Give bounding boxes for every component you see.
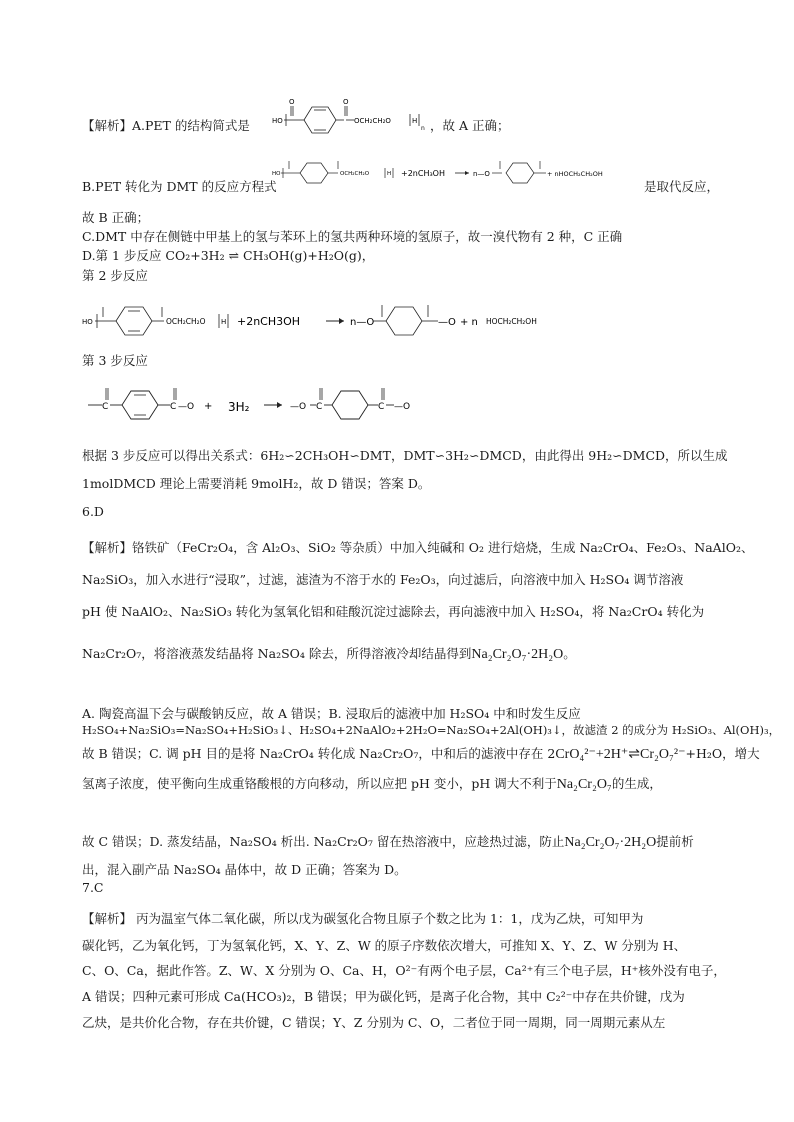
- q5-a-line: [82, 117, 250, 135]
- dash-o: —O: [290, 402, 307, 412]
- q6-p3: pH 使 NaAlO₂、Na₂SiO₃ 转化为氢氧化铝和硅酸沉淀过滤除去，再向滤液中加入 H₂SO₄，将 Na₂CrO₄ 转化为: [82, 604, 705, 619]
- struct-h: H: [387, 171, 392, 177]
- q6-p7a: 故 B 错误；C. 调 pH 目的是将 Na₂CrO₄ 转化成 Na₂Cr₂O₇，中和后的滤液中存在 2: [82, 746, 556, 761]
- step2-equation: [82, 293, 642, 343]
- q6-p7: [82, 745, 760, 764]
- q6-p9b-formula: Na₂Cr₂O₇·2H₂O: [564, 835, 657, 850]
- struct-c: C: [102, 402, 109, 412]
- q6-p9: [82, 833, 694, 852]
- step3-equation: [82, 378, 442, 428]
- q5-b-suffix: 是取代反应，: [644, 179, 720, 194]
- q7-p4: A 错误；四种元素可形成 Ca(HCO₃)₂，B 错误；甲为碳化钙，是离子化合物，其中 C₂²⁻中存在共价键，戊为: [82, 989, 685, 1004]
- struct-c: C: [378, 402, 385, 412]
- struct-h: H: [412, 117, 418, 125]
- struct-o: O: [289, 98, 295, 106]
- struct-ho: HO: [272, 171, 281, 177]
- n-o: n—O: [350, 317, 375, 328]
- q6-p5: A. 陶瓷高温下会与碳酸钠反应，故 A 错误；B. 浸取后的滤液中加 H₂SO₄ 中和时发生反应: [82, 706, 581, 721]
- q7-p5: 乙炔，是共价化合物，存在共价键，C 错误；Y、Z 分别为 C、O，二者位于同一周期，同一周期元素从左: [82, 1015, 666, 1030]
- q6-p8c: 的生成，: [611, 776, 662, 791]
- q5-rel2: 1molDMCD 理论上需要消耗 9molH₂，故 D 错误；答案 D。: [82, 476, 431, 491]
- q6-p7c: +H₂O，增大: [685, 746, 760, 761]
- q7-p1: 【解析】 丙为温室气体二氧化碳，所以戊为碳氢化合物且原子个数之比为 1：1，戊为乙炔，可知甲为: [82, 911, 644, 926]
- q5-step3-label: 第 3 步反应: [82, 353, 148, 368]
- q5-a-suffix: ，故 A 正确；: [430, 118, 510, 133]
- three-h2: 3H₂: [228, 400, 250, 414]
- q7-p2: 碳化钙，乙为氧化钙，丁为氢氧化钙，X、Y、Z、W 的原子序数依次增大，可推知 X、Y、Z、W 分别为 H、: [82, 938, 687, 953]
- q6-p8a: 氢离子浓度，使平衡向生成重铬酸根的方向移动，所以应把 pH 变小，pH 调大不利于: [82, 776, 557, 791]
- q6-p9a: 故 C 错误；D. 蒸发结晶，Na₂SO₄ 析出. Na₂Cr₂O₇ 留在热溶液中，应趁热过滤，防止: [82, 834, 565, 849]
- q5-b-end: 故 B 正确；: [82, 210, 150, 225]
- dash-o: —O: [438, 317, 456, 328]
- dash-o: —O: [394, 402, 411, 412]
- n-o: n—O: [473, 170, 490, 178]
- dash-o: —O: [178, 402, 195, 412]
- q6-p2: Na₂SiO₃，加入水进行“浸取”，过滤，滤渣为不溶于水的 Fe₂O₃，向过滤后，向溶液中加入 H₂SO₄ 调节溶液: [82, 572, 684, 587]
- q6-p4b-formula: Na₂Cr₂O₇·2H₂O: [471, 647, 564, 662]
- q5-d: D.第 1 步反应 CO₂+3H₂ ⇌ CH₃OH(g)+H₂O(g)，: [82, 248, 375, 263]
- q6-p4c: 。: [563, 646, 576, 661]
- q5-b-prefix: B.PET 转化为 DMT 的反应方程式: [82, 179, 277, 194]
- struct-ho: HO: [82, 318, 93, 326]
- hoch2ch2oh: HOCH₂CH₂OH: [486, 317, 537, 326]
- q6-p9c: 提前析: [656, 834, 694, 849]
- struct-c: C: [316, 402, 323, 412]
- struct-och2ch2o: OCH₂CH₂O: [166, 317, 206, 326]
- struct-h: H: [221, 318, 227, 326]
- struct-o: O: [343, 98, 349, 106]
- struct-ho: HO: [272, 117, 283, 125]
- q6-p8b-formula: Na₂Cr₂O₇: [556, 777, 612, 792]
- q7-p3: C、O、Ca，据此作答。Z、W、X 分别为 O、Ca、H，O²⁻有两个电子层，Ca²⁺有三个电子层，H⁺核外没有电子，: [82, 963, 726, 978]
- plus: +: [204, 401, 213, 412]
- q5-rel1: 根据 3 步反应可以得出关系式：6H₂∽2CH₃OH∽DMT，DMT∽3H₂∽DMCD，由此得出 9H₂∽DMCD，所以生成: [82, 448, 728, 463]
- struct-n: n: [421, 125, 425, 132]
- pet-structure: [272, 92, 432, 136]
- q6-p8: [82, 775, 662, 794]
- q6-p6: H₂SO₄+Na₂SiO₃=Na₂SO₄+H₂SiO₃↓、H₂SO₄+2NaAlO₂+2H₂O=Na₂SO₄+2Al(OH)₃↓，故滤渣 2 的成分为 H₂SiO₃、Al(OH)₃，: [82, 723, 781, 737]
- struct-c: C: [170, 402, 177, 412]
- q5-a-prefix: 【解析】A.PET 的结构简式是: [82, 118, 250, 133]
- q6-p4: [82, 645, 576, 664]
- q6-p1: 【解析】铬铁矿（FeCr₂O₄，含 Al₂O₃、SiO₂ 等杂质）中加入纯碱和 O₂ 进行焙烧，生成 Na₂CrO₄、Fe₂O₃、NaAlO₂、: [82, 540, 754, 555]
- q6-p4a: Na₂Cr₂O₇，将溶液蒸发结晶将 Na₂SO₄ 除去，所得溶液冷却结晶得到: [82, 646, 472, 661]
- q6-p10: 出，混入副产品 Na₂SO₄ 晶体中，故 D 正确；答案为 D。: [82, 862, 407, 877]
- pet-to-dmt-equation: [272, 152, 632, 192]
- plus-2nch3oh-big: +2nCH3OH: [237, 315, 301, 328]
- q5-step2-label: 第 2 步反应: [82, 268, 148, 283]
- struct-och2ch2o: OCH₂CH₂O: [354, 117, 391, 125]
- q5-c: C.DMT 中存在侧链中甲基上的氢与苯环上的氢共两种环境的氢原子，故一溴代物有 2 种，C 正确: [82, 229, 623, 244]
- q6-p7b-formula: CrO₄²⁻+2H⁺⇌Cr₂O₇²⁻: [555, 747, 686, 762]
- struct-och2ch2o: OCH₂CH₂O: [340, 171, 370, 177]
- q6-answer: 6.D: [82, 504, 104, 519]
- plus-n: + n: [460, 317, 478, 328]
- plus-2nch3oh: +2nCH₃OH: [401, 169, 445, 178]
- plus-n-hoch2ch2oh: + nHOCH₂CH₂OH: [547, 170, 603, 178]
- q7-answer: 7.C: [82, 880, 104, 895]
